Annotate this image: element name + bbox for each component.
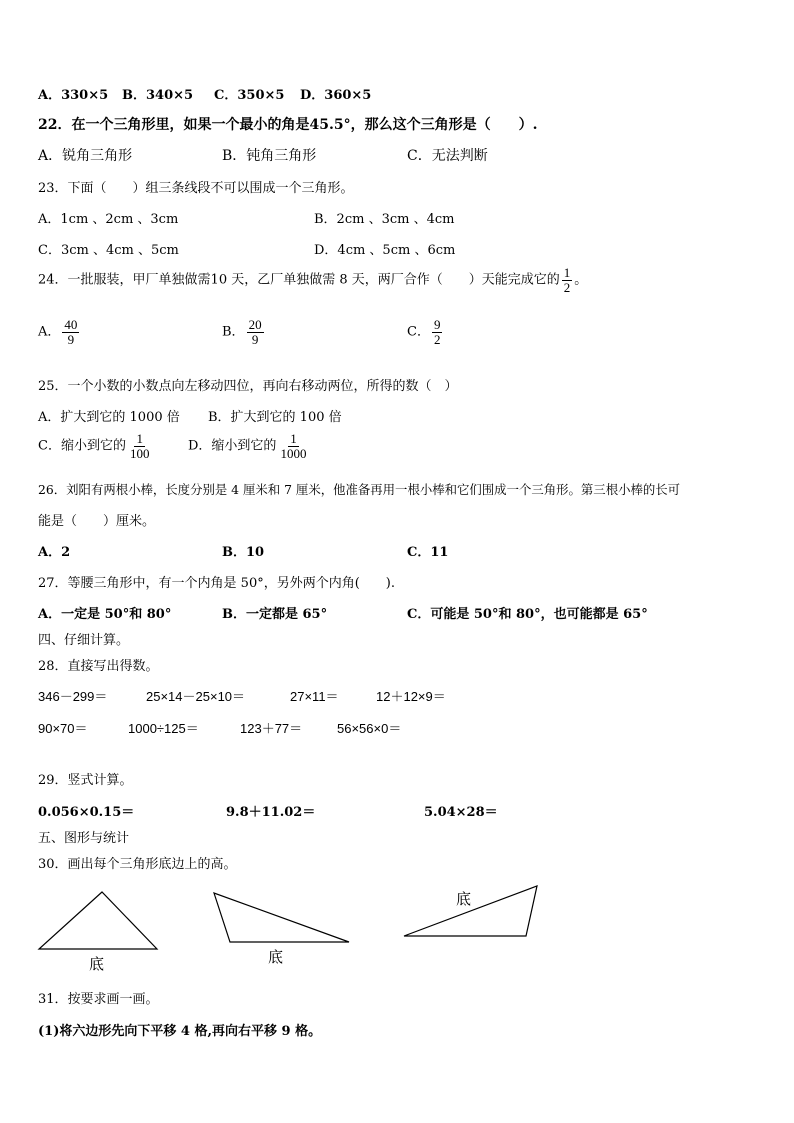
q25-option-d-num: 1 <box>290 431 297 446</box>
q26-stem-line2: 能是（ ）厘米。 <box>38 514 156 529</box>
q24-option-c-den: 2 <box>433 331 441 347</box>
q22-stem: 22．在一个三角形里，如果一个最小的角是45.5°，那么这个三角形是（ ）. <box>38 117 538 133</box>
q29-item: 0.056×0.15＝ <box>38 805 135 820</box>
q28-expr: 56×56×0＝ <box>337 721 402 736</box>
triangle-1-base-label: 底 <box>89 955 105 973</box>
q21-option-b: B．340×5 <box>122 88 194 103</box>
q22-option-b: B．钝角三角形 <box>222 148 317 164</box>
q28-expr: 1000÷125＝ <box>128 721 199 736</box>
q25-option-d-den: 1000 <box>280 445 307 461</box>
q25-stem: 25．一个小数的小数点向左移动四位，再向右移动两位，所得的数（ ） <box>38 379 458 394</box>
q25-option-d-label: D．缩小到它的 <box>188 438 277 454</box>
q24-stem: 24．一批服装，甲厂单独做需10 天，乙厂单独做需 8 天，两厂合作（ ）天能完成它的 <box>38 272 560 288</box>
q25-option-c-den: 100 <box>129 445 150 461</box>
q21-option-c: C．350×5 <box>214 88 285 103</box>
q23-option-c: C．3cm 、4cm 、5cm <box>38 243 179 258</box>
q22-option-c: C．无法判断 <box>407 148 488 164</box>
q28-stem: 28．直接写出得数。 <box>38 659 159 674</box>
q24-stem-frac-num: 1 <box>563 265 571 280</box>
q24-option-c-label: C． <box>407 324 430 340</box>
q24-stem-end: 。 <box>574 272 588 288</box>
q21-option-d: D．360×5 <box>300 88 372 103</box>
q30-stem: 30．画出每个三角形底边上的高。 <box>38 857 237 872</box>
q22-option-a: A．锐角三角形 <box>38 148 133 164</box>
q24-option-b-den: 9 <box>251 331 259 347</box>
q24-stem-frac-den: 2 <box>563 279 571 295</box>
q28-expr: 27×11＝ <box>290 689 339 704</box>
q31-sub1: (1)将六边形先向下平移 4 格,再向右平移 9 格。 <box>38 1024 322 1039</box>
q28-expr: 90×70＝ <box>38 721 88 736</box>
q23-stem: 23．下面（ ）组三条线段不可以围成一个三角形。 <box>38 181 354 196</box>
q27-option-a: A．一定是 50°和 80° <box>38 607 172 622</box>
q27-option-b: B．一定都是 65° <box>222 607 328 622</box>
q23-option-a: A．1cm 、2cm 、3cm <box>38 212 179 227</box>
triangle-2 <box>214 893 349 942</box>
q24-option-a-den: 9 <box>67 331 75 347</box>
q24-option-b-num: 20 <box>248 317 262 332</box>
q24-option-c-num: 9 <box>433 317 441 332</box>
q23-option-d: D．4cm 、5cm 、6cm <box>314 243 456 258</box>
q29-stem: 29．竖式计算。 <box>38 773 133 788</box>
triangle-1 <box>39 892 157 949</box>
q28-expr: 346－299＝ <box>38 689 108 704</box>
q26-stem-line1: 26．刘阳有两根小棒，长度分别是 4 厘米和 7 厘米，他准备再用一根小棒和它们围成一个三角形。第三根小棒的长可 <box>38 482 681 497</box>
q29-item: 9.8＋11.02＝ <box>226 805 316 820</box>
q24-option-a-label: A． <box>38 324 61 340</box>
q29-item: 5.04×28＝ <box>424 805 498 820</box>
q27-option-c: C．可能是 50°和 80°，也可能都是 65° <box>407 607 648 622</box>
q24-option-a-num: 40 <box>64 317 78 332</box>
q28-expr: 12＋12×9＝ <box>376 689 446 704</box>
q25-option-b: B．扩大到它的 100 倍 <box>208 410 342 425</box>
section-4-heading: 四、仔细计算。 <box>38 633 130 648</box>
triangle-2-base-label: 底 <box>268 948 284 966</box>
q26-option-c: C．11 <box>407 545 449 560</box>
q25-option-c-label: C．缩小到它的 <box>38 438 126 454</box>
q28-expr: 123＋77＝ <box>240 721 303 736</box>
q27-stem: 27．等腰三角形中，有一个内角是 50°，另外两个内角( ). <box>38 576 395 591</box>
section-5-heading: 五、图形与统计 <box>38 831 130 846</box>
q25-option-c-num: 1 <box>136 431 143 446</box>
q28-expr: 25×14－25×10＝ <box>146 689 246 704</box>
q26-option-b: B．10 <box>222 545 265 560</box>
q21-option-a: A．330×5 <box>38 88 109 103</box>
triangle-3-base-label: 底 <box>456 890 472 908</box>
q31-stem: 31．按要求画一画。 <box>38 992 159 1007</box>
q26-option-a: A．2 <box>38 545 71 560</box>
q23-option-b: B．2cm 、3cm 、4cm <box>314 212 455 227</box>
q25-option-a: A．扩大到它的 1000 倍 <box>38 410 180 425</box>
q24-option-b-label: B． <box>222 324 245 340</box>
